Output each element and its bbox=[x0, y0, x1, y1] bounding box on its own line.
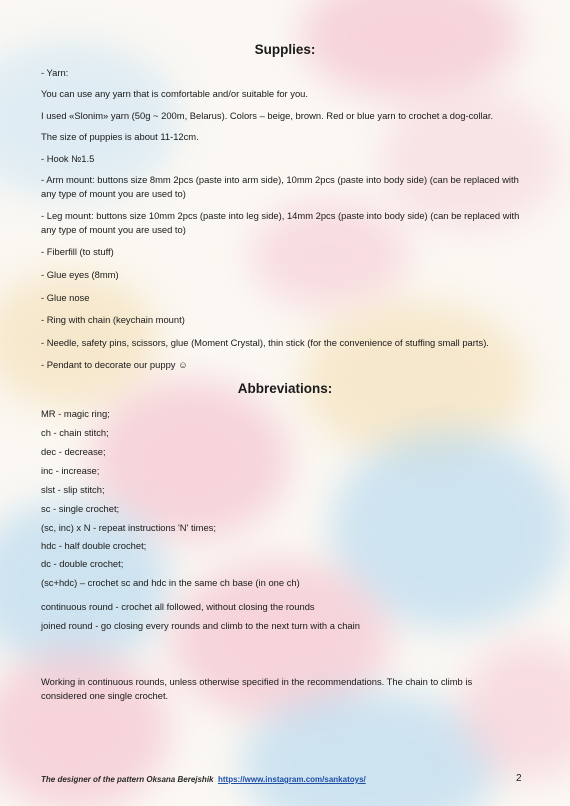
supplies-line-yarn-used: I used «Slonim» yarn (50g ~ 200m, Belarus). Colors – beige, brown. Red or blue yarn to crochet a dog-collar. bbox=[41, 110, 494, 121]
instagram-link[interactable]: https://www.instagram.com/sankatoys/ bbox=[218, 775, 366, 784]
abbreviation-item: dc - double crochet; bbox=[41, 558, 124, 569]
abbreviation-item: continuous round - crochet all followed, without closing the rounds bbox=[41, 601, 315, 612]
supplies-line-eyes: - Glue eyes (8mm) bbox=[41, 269, 119, 280]
supplies-line-hook: - Hook №1.5 bbox=[41, 153, 95, 164]
abbreviations-heading: Abbreviations: bbox=[237, 381, 333, 396]
page-number: 2 bbox=[516, 773, 522, 784]
supplies-line-ring: - Ring with chain (keychain mount) bbox=[41, 314, 185, 325]
abbreviation-item: MR - magic ring; bbox=[41, 408, 110, 419]
supplies-line-pendant: - Pendant to decorate our puppy ☺ bbox=[41, 359, 188, 370]
continuous-rounds-note: Working in continuous rounds, unless otherwise specified in the recommendations. The chain to climb is considered one single crochet. bbox=[41, 676, 473, 701]
supplies-line-yarn-note: You can use any yarn that is comfortable and/or suitable for you. bbox=[41, 88, 308, 99]
designer-credit: The designer of the pattern Oksana Berejshik bbox=[41, 775, 214, 784]
abbreviation-item: sc - single crochet; bbox=[41, 503, 120, 514]
abbreviation-item: (sc+hdc) – crochet sc and hdc in the same ch base (in one ch) bbox=[41, 577, 300, 588]
supplies-line-needle: - Needle, safety pins, scissors, glue (Moment Crystal), thin stick (for the convenience of stuffing small parts). bbox=[41, 337, 489, 348]
supplies-line-nose: - Glue nose bbox=[41, 292, 90, 303]
supplies-line-fiberfill: - Fiberfill (to stuff) bbox=[41, 246, 114, 257]
supplies-line-arm-mount: - Arm mount: buttons size 8mm 2pcs (paste into arm side), 10mm 2pcs (paste into body side) (can be replaced with any type of mount you are used to) bbox=[41, 174, 519, 199]
abbreviation-item: inc - increase; bbox=[41, 465, 100, 476]
abbreviation-item: dec - decrease; bbox=[41, 446, 106, 457]
abbreviation-item: slst - slip stitch; bbox=[41, 484, 105, 495]
supplies-line-size: The size of puppies is about 11-12cm. bbox=[41, 131, 199, 142]
supplies-line-yarn: - Yarn: bbox=[41, 67, 69, 78]
abbreviation-item: ch - chain stitch; bbox=[41, 427, 109, 438]
abbreviation-item: (sc, inc) x N - repeat instructions 'N' times; bbox=[41, 522, 216, 533]
abbreviation-item: hdc - half double crochet; bbox=[41, 540, 147, 551]
supplies-heading: Supplies: bbox=[254, 42, 316, 57]
supplies-line-leg-mount: - Leg mount: buttons size 10mm 2pcs (paste into leg side), 14mm 2pcs (paste into body side) (can be replaced with any type of mount you are used to) bbox=[41, 210, 520, 235]
abbreviation-item: joined round - go closing every rounds and climb to the next turn with a chain bbox=[41, 620, 360, 631]
